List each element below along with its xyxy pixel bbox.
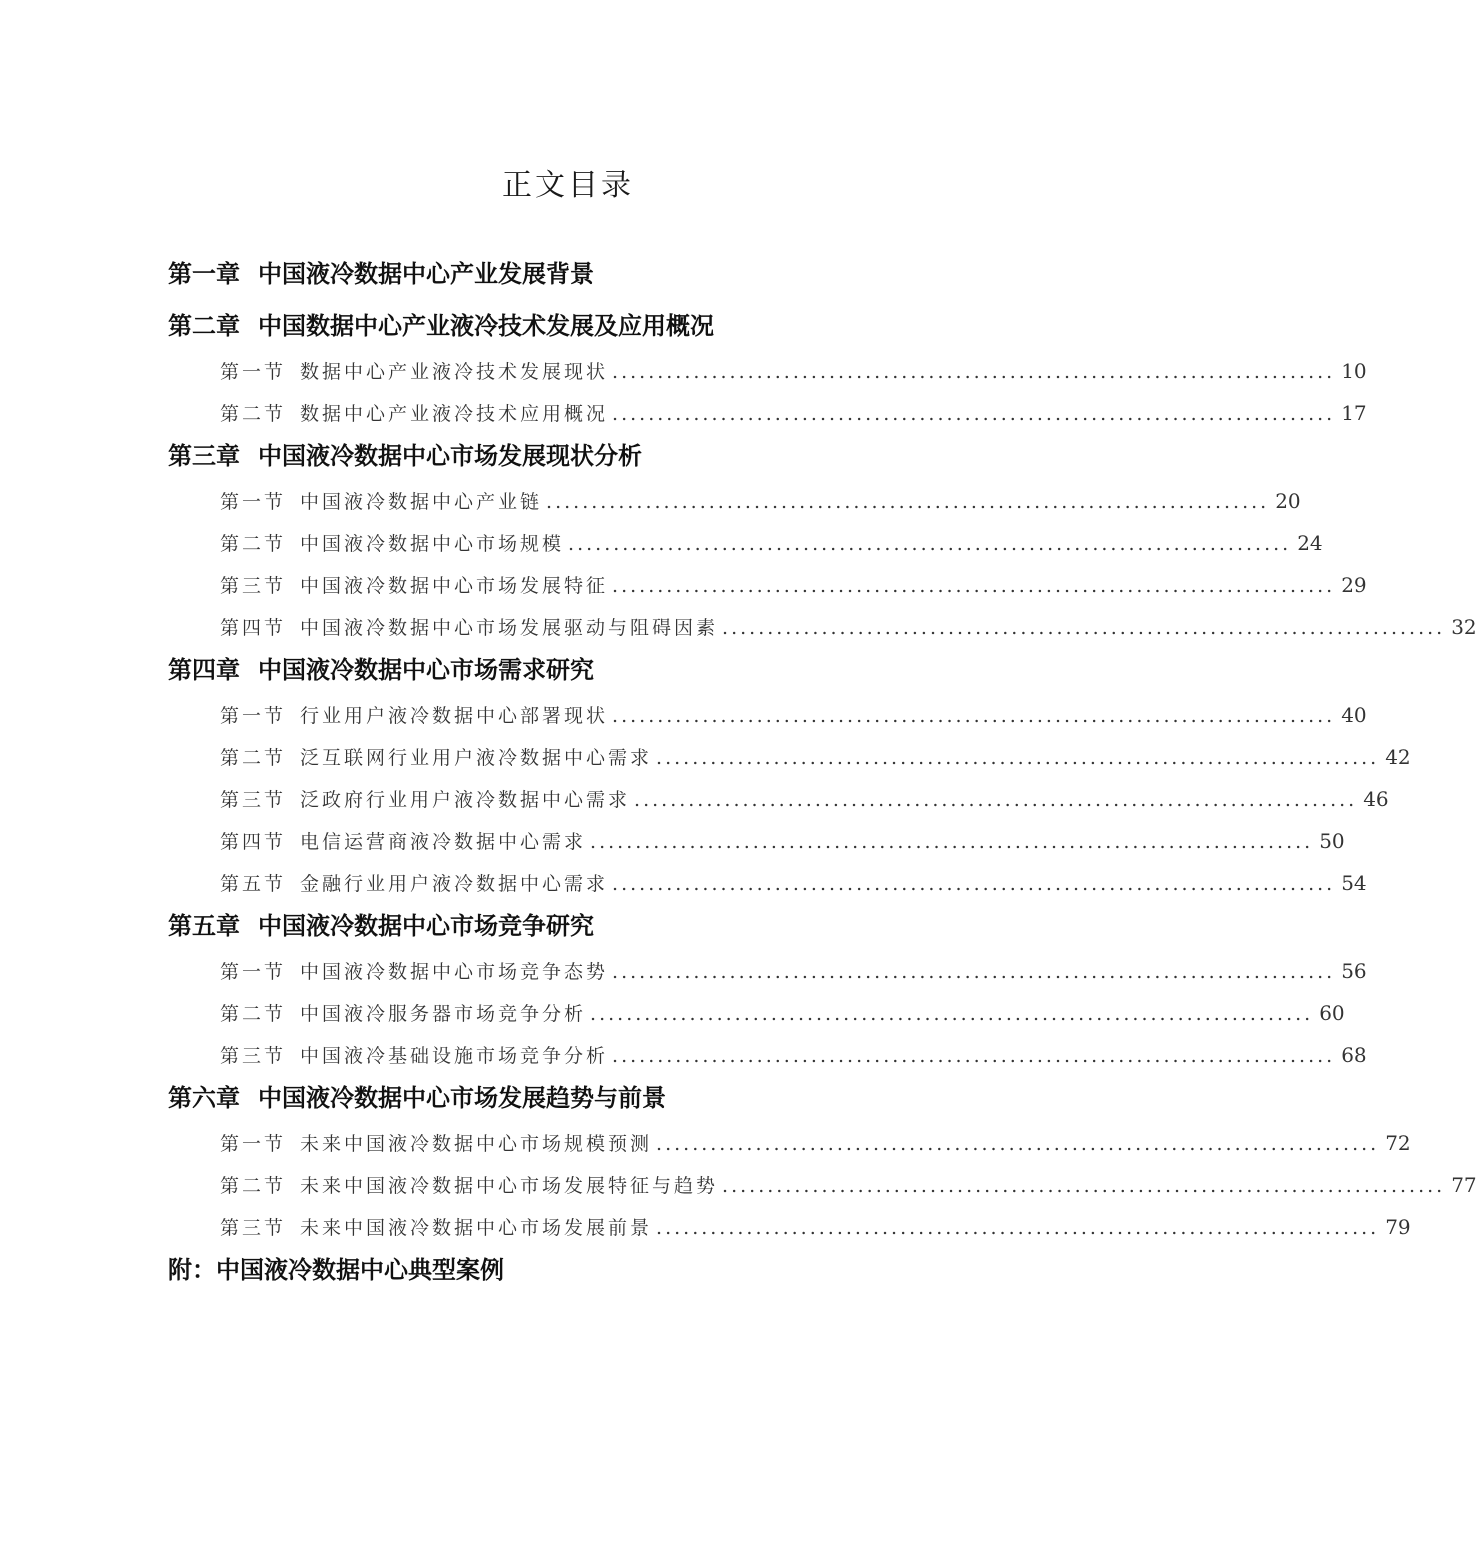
dot-leader: ................................................................................: [612, 361, 1336, 383]
toc-section[interactable]: [168, 1206, 1411, 1248]
toc-section[interactable]: [168, 950, 1367, 992]
section-title: 中国液冷数据中心市场竞争态势: [300, 961, 609, 983]
chapter-title: 中国液冷数据中心产业发展背景: [258, 260, 594, 288]
document-title: 正文目录: [502, 168, 634, 203]
toc-section[interactable]: [168, 564, 1367, 606]
chapter-number: 第三章: [168, 442, 240, 470]
page-number: 56: [1341, 959, 1367, 983]
section-number: 第二节: [220, 403, 287, 425]
page-number: 79: [1385, 1215, 1411, 1239]
page-number: 24: [1297, 531, 1323, 555]
section-number: 第三节: [220, 1217, 287, 1239]
section-title: 数据中心产业液冷技术发展现状: [300, 361, 609, 383]
section-number: 第五节: [220, 873, 287, 895]
section-number: 第三节: [220, 1045, 287, 1067]
toc-section[interactable]: [168, 862, 1367, 904]
page-number: 40: [1341, 703, 1367, 727]
page-number: 20: [1275, 489, 1301, 513]
section-number: 第二节: [220, 1175, 287, 1197]
toc-section[interactable]: [168, 350, 1367, 392]
page-number: 10: [1341, 359, 1367, 383]
dot-leader: ................................................................................: [612, 873, 1336, 895]
chapter-number: 第六章: [168, 1084, 240, 1112]
section-number: 第三节: [220, 575, 287, 597]
chapter-title: 中国数据中心产业液冷技术发展及应用概况: [258, 312, 714, 340]
section-title: 未来中国液冷数据中心市场规模预测: [300, 1133, 653, 1155]
section-title: 电信运营商液冷数据中心需求: [300, 831, 587, 853]
dot-leader: ................................................................................: [590, 831, 1314, 853]
chapter-number: 第二章: [168, 312, 240, 340]
section-title: 中国液冷数据中心产业链: [300, 491, 543, 513]
chapter-title: 中国液冷数据中心市场发展趋势与前景: [258, 1084, 666, 1112]
dot-leader: ................................................................................: [612, 961, 1336, 983]
dot-leader: ................................................................................: [722, 617, 1446, 639]
page-number: 46: [1363, 787, 1389, 811]
section-number: 第一节: [220, 961, 287, 983]
table-of-contents: [168, 252, 1477, 1300]
dot-leader: ................................................................................: [568, 533, 1292, 555]
section-title: 中国液冷数据中心市场规模: [300, 533, 565, 555]
section-number: 第一节: [220, 361, 287, 383]
section-title: 未来中国液冷数据中心市场发展前景: [300, 1217, 653, 1239]
toc-chapter[interactable]: [168, 252, 934, 304]
toc-section[interactable]: [168, 392, 1367, 434]
section-title: 泛政府行业用户液冷数据中心需求: [300, 789, 631, 811]
dot-leader: ................................................................................: [656, 1217, 1380, 1239]
section-title: 中国液冷服务器市场竞争分析: [300, 1003, 587, 1025]
section-number: 第二节: [220, 1003, 287, 1025]
toc-section[interactable]: [168, 480, 1301, 522]
toc-chapter[interactable]: [168, 904, 934, 956]
toc-section[interactable]: [168, 820, 1345, 862]
section-number: 第二节: [220, 747, 287, 769]
dot-leader: ................................................................................: [612, 705, 1336, 727]
dot-leader: ................................................................................: [546, 491, 1270, 513]
dot-leader: ................................................................................: [612, 1045, 1336, 1067]
section-title: 行业用户液冷数据中心部署现状: [300, 705, 609, 727]
page-number: 68: [1341, 1043, 1367, 1067]
dot-leader: ................................................................................: [634, 789, 1358, 811]
dot-leader: ................................................................................: [656, 747, 1380, 769]
section-title: 泛互联网行业用户液冷数据中心需求: [300, 747, 653, 769]
page-number: 32: [1451, 615, 1477, 639]
section-title: 数据中心产业液冷技术应用概况: [300, 403, 609, 425]
toc-chapter[interactable]: [168, 434, 934, 486]
chapter-number: 第四章: [168, 656, 240, 684]
dot-leader: ................................................................................: [612, 575, 1336, 597]
section-number: 第四节: [220, 831, 287, 853]
chapter-title: 中国液冷数据中心市场发展现状分析: [258, 442, 642, 470]
dot-leader: ................................................................................: [590, 1003, 1314, 1025]
section-number: 第四节: [220, 617, 287, 639]
toc-section[interactable]: [168, 1164, 1477, 1206]
section-number: 第三节: [220, 789, 287, 811]
page-number: 72: [1385, 1131, 1411, 1155]
chapter-title: 附：中国液冷数据中心典型案例: [168, 1256, 504, 1284]
section-title: 中国液冷数据中心市场发展驱动与阻碍因素: [300, 617, 719, 639]
toc-section[interactable]: [168, 778, 1389, 820]
section-number: 第一节: [220, 705, 287, 727]
chapter-number: 第五章: [168, 912, 240, 940]
toc-chapter[interactable]: [168, 648, 934, 700]
toc-chapter[interactable]: [168, 1076, 934, 1128]
page-number: 60: [1319, 1001, 1345, 1025]
section-number: 第一节: [220, 1133, 287, 1155]
toc-section[interactable]: [168, 992, 1345, 1034]
page-number: 77: [1451, 1173, 1477, 1197]
toc-section[interactable]: [168, 694, 1367, 736]
toc-chapter[interactable]: [168, 304, 934, 356]
section-number: 第二节: [220, 533, 287, 555]
section-title: 金融行业用户液冷数据中心需求: [300, 873, 609, 895]
chapter-number: 第一章: [168, 260, 240, 288]
page-number: 54: [1341, 871, 1367, 895]
page-number: 42: [1385, 745, 1411, 769]
page-number: 17: [1341, 401, 1367, 425]
section-title: 中国液冷数据中心市场发展特征: [300, 575, 609, 597]
section-number: 第一节: [220, 491, 287, 513]
toc-section[interactable]: [168, 1122, 1411, 1164]
toc-section[interactable]: [168, 736, 1411, 778]
page-number: 29: [1341, 573, 1367, 597]
toc-section[interactable]: [168, 522, 1323, 564]
section-title: 未来中国液冷数据中心市场发展特征与趋势: [300, 1175, 719, 1197]
toc-chapter[interactable]: [168, 1248, 934, 1300]
chapter-title: 中国液冷数据中心市场需求研究: [258, 656, 594, 684]
section-title: 中国液冷基础设施市场竞争分析: [300, 1045, 609, 1067]
chapter-title: 中国液冷数据中心市场竞争研究: [258, 912, 594, 940]
toc-section[interactable]: [168, 1034, 1367, 1076]
dot-leader: ................................................................................: [612, 403, 1336, 425]
page-number: 50: [1319, 829, 1345, 853]
dot-leader: ................................................................................: [656, 1133, 1380, 1155]
dot-leader: ................................................................................: [722, 1175, 1446, 1197]
toc-section[interactable]: [168, 606, 1477, 648]
